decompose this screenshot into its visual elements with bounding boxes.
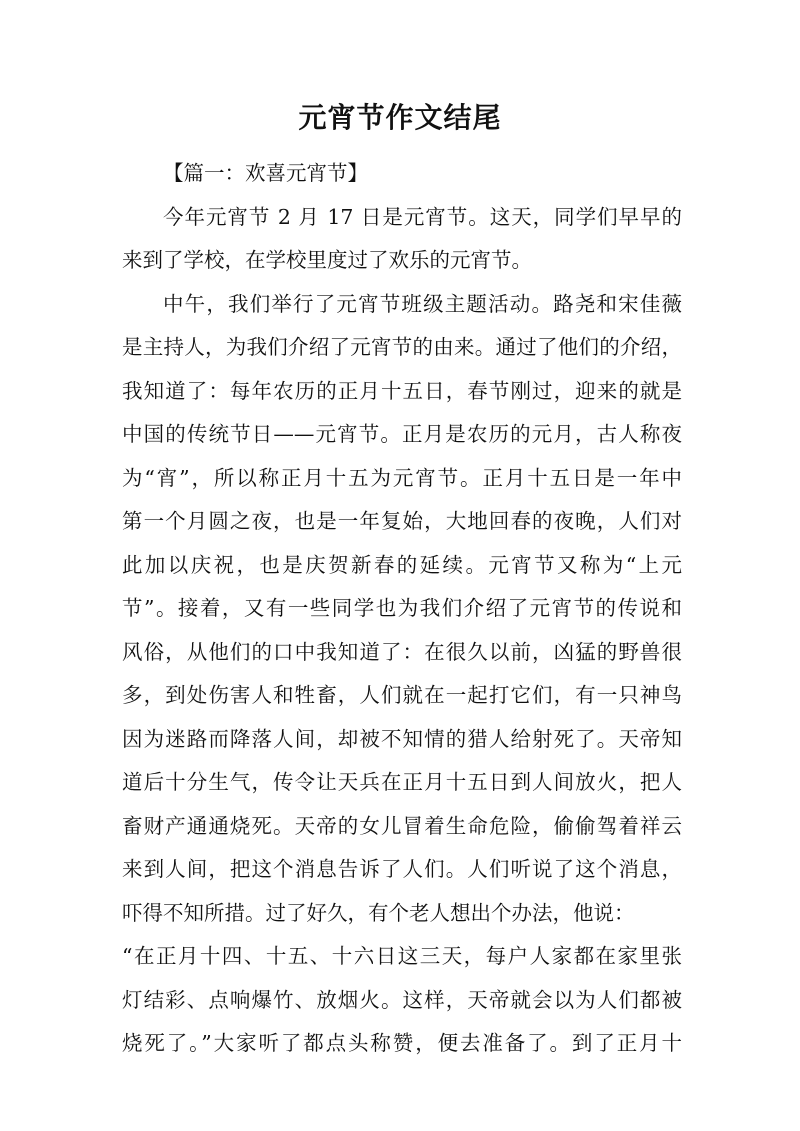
paragraph-2-line-14: 来到人间，把这个消息告诉了人们。人们听说了这个消息，: [122, 857, 682, 881]
paragraph-2-line-17: 灯结彩、点响爆竹、放烟火。这样，天帝就会以为人们都被: [122, 987, 682, 1012]
paragraph-1-line-1: 今年元宵节 2 月 17 日是元宵节。这天，同学们早早的: [163, 204, 682, 229]
paragraph-2-line-5: 为“宵”，所以称正月十五为元宵节。正月十五日是一年中: [122, 465, 682, 490]
document-title: 元宵节作文结尾: [298, 101, 502, 134]
paragraph-2-line-12: 道后十分生气，传令让天兵在正月十五日到人间放火，把人: [122, 770, 682, 794]
paragraph-2-line-8: 节”。接着，又有一些同学也为我们介绍了元宵节的传说和: [122, 596, 682, 620]
paragraph-2-line-4: 中国的传统节日——元宵节。正月是农历的元月，古人称夜: [122, 422, 682, 446]
paragraph-1-line-2: 来到了学校，在学校里度过了欢乐的元宵节。: [122, 248, 532, 272]
paragraph-2-line-7: 此加以庆祝，也是庆贺新春的延续。元宵节又称为“上元: [122, 552, 682, 577]
paragraph-2-line-10: 多，到处伤害人和牲畜，人们就在一起打它们，有一只神鸟: [122, 683, 682, 707]
paragraph-2-line-1: 中午，我们举行了元宵节班级主题活动。路尧和宋佳薇: [163, 291, 682, 316]
paragraph-2-line-18: 烧死了。”大家听了都点头称赞，便去准备了。到了正月十: [122, 1031, 682, 1055]
paragraph-2-line-15: 吓得不知所措。过了好久，有个老人想出个办法，他说：: [122, 900, 635, 925]
paragraph-2-line-11: 因为迷路而降落人间，却被不知情的猎人给射死了。天帝知: [122, 726, 682, 751]
paragraph-2-line-3: 我知道了：每年农历的正月十五日，春节刚过，迎来的就是: [122, 378, 682, 403]
paragraph-2-line-2: 是主持人，为我们介绍了元宵节的由来。通过了他们的介绍，: [122, 335, 682, 359]
document-body: [122, 152, 682, 1066]
paragraph-2-line-9: 风俗，从他们的口中我知道了：在很久以前，凶猛的野兽很: [122, 639, 682, 664]
paragraph-2-line-13: 畜财产通通烧死。天帝的女儿冒着生命危险，偷偷驾着祥云: [122, 813, 682, 838]
paragraph-2-line-6: 第一个月圆之夜，也是一年复始，大地回春的夜晚，人们对: [122, 509, 682, 533]
section-heading: 【篇一：欢喜元宵节】: [163, 161, 368, 185]
paragraph-2-line-16: “在正月十四、十五、十六日这三天，每户人家都在家里张: [122, 944, 682, 968]
